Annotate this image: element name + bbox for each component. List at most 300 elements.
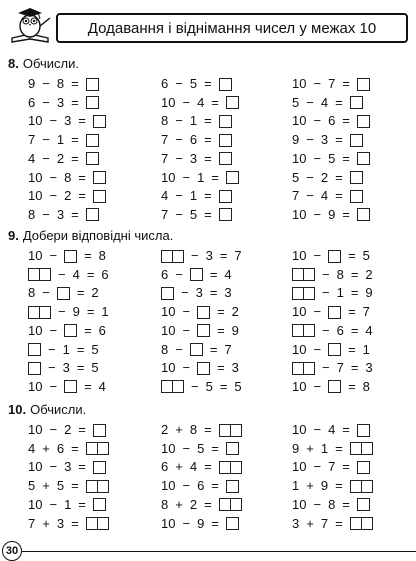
number: 3 bbox=[56, 206, 65, 222]
number: 5 bbox=[234, 378, 242, 394]
equation-row bbox=[28, 170, 106, 186]
operator: − bbox=[175, 132, 183, 148]
number: 8 bbox=[98, 248, 106, 263]
operator: − bbox=[49, 169, 58, 185]
answer-box-two-digit[interactable] bbox=[292, 362, 315, 375]
operator: − bbox=[322, 322, 330, 338]
number: 10 bbox=[28, 248, 43, 263]
operator: = bbox=[348, 378, 356, 394]
equation-row bbox=[161, 132, 232, 148]
operator: − bbox=[42, 132, 50, 148]
number: 10 bbox=[28, 169, 43, 185]
answer-box[interactable] bbox=[86, 152, 99, 165]
answer-box-two-digit[interactable] bbox=[219, 461, 242, 474]
number: 10 bbox=[292, 248, 307, 263]
equation-row bbox=[28, 459, 106, 475]
number: 1 bbox=[56, 132, 65, 148]
operator: = bbox=[335, 440, 343, 456]
number: 3 bbox=[224, 285, 232, 301]
number: 4 bbox=[365, 322, 373, 338]
operator: − bbox=[182, 515, 191, 531]
operator: − bbox=[313, 341, 322, 357]
number: 10 bbox=[28, 378, 43, 394]
answer-box[interactable] bbox=[357, 78, 370, 91]
equation-row bbox=[161, 76, 232, 92]
number: 7 bbox=[161, 132, 169, 148]
number: 4 bbox=[320, 188, 329, 204]
answer-box[interactable] bbox=[357, 424, 370, 437]
answer-box[interactable] bbox=[219, 152, 232, 165]
operator: − bbox=[313, 76, 322, 91]
answer-box[interactable] bbox=[93, 461, 106, 474]
answer-box[interactable] bbox=[357, 461, 370, 474]
operator: − bbox=[48, 360, 56, 376]
operator: = bbox=[204, 459, 212, 475]
equation-row bbox=[292, 113, 370, 129]
answer-box[interactable] bbox=[328, 343, 341, 356]
equation-row bbox=[292, 76, 370, 92]
answer-box[interactable] bbox=[357, 115, 370, 128]
operator: − bbox=[175, 150, 183, 166]
number: 7 bbox=[28, 515, 36, 531]
number: 10 bbox=[292, 113, 307, 129]
number: 10 bbox=[292, 422, 307, 437]
number: 3 bbox=[189, 150, 198, 166]
answer-box[interactable] bbox=[197, 324, 210, 337]
operator: + bbox=[42, 478, 50, 494]
answer-box-two-digit[interactable] bbox=[292, 268, 315, 281]
number: 2 bbox=[365, 266, 373, 282]
number: 3 bbox=[365, 360, 373, 376]
answer-box-two-digit[interactable] bbox=[161, 250, 184, 263]
equation-row bbox=[292, 497, 370, 513]
operator: = bbox=[342, 150, 350, 166]
number: 10 bbox=[28, 496, 43, 512]
operator: − bbox=[322, 266, 330, 282]
number: 3 bbox=[320, 132, 329, 148]
answer-box[interactable] bbox=[357, 498, 370, 511]
equation-row bbox=[28, 422, 106, 438]
operator: − bbox=[313, 113, 322, 129]
exercise-number: 9. bbox=[8, 228, 19, 243]
equation-row bbox=[161, 95, 239, 111]
operator: − bbox=[313, 378, 322, 394]
operator: − bbox=[306, 188, 314, 204]
equation-row bbox=[161, 113, 232, 129]
number: 10 bbox=[161, 169, 176, 185]
answer-box-two-digit[interactable] bbox=[292, 324, 315, 337]
answer-box-two-digit[interactable] bbox=[161, 380, 184, 393]
operator: = bbox=[204, 150, 212, 166]
operator: − bbox=[313, 206, 322, 222]
number: 2 bbox=[56, 150, 65, 166]
number: 7 bbox=[224, 341, 232, 357]
number: 8 bbox=[161, 113, 169, 129]
number: 10 bbox=[292, 76, 307, 91]
number: 6 bbox=[161, 266, 169, 282]
number: 1 bbox=[189, 113, 198, 129]
equation-row bbox=[292, 342, 370, 358]
number: 5 bbox=[292, 169, 300, 185]
operator: = bbox=[350, 360, 359, 376]
number: 10 bbox=[292, 496, 307, 512]
exercise-heading bbox=[8, 228, 173, 243]
page-header bbox=[8, 4, 408, 46]
number: 6 bbox=[161, 76, 169, 91]
answer-box[interactable] bbox=[86, 134, 99, 147]
number: 8 bbox=[64, 169, 72, 185]
equation-row bbox=[161, 478, 239, 494]
number: 1 bbox=[292, 478, 300, 494]
number: 8 bbox=[161, 341, 169, 357]
operator: − bbox=[306, 169, 314, 185]
operator: = bbox=[342, 496, 350, 512]
operator: = bbox=[211, 515, 219, 531]
equation-row bbox=[28, 188, 106, 204]
number: 8 bbox=[189, 422, 198, 437]
operator: = bbox=[204, 113, 212, 129]
answer-box-two-digit[interactable] bbox=[350, 442, 373, 455]
answer-box[interactable] bbox=[93, 424, 106, 437]
equation-row bbox=[28, 323, 106, 339]
operator: − bbox=[313, 304, 322, 320]
operator: = bbox=[86, 304, 95, 320]
answer-box[interactable] bbox=[357, 152, 370, 165]
operator: = bbox=[217, 304, 225, 320]
operator: − bbox=[322, 360, 330, 376]
operator: = bbox=[350, 322, 359, 338]
equation-row bbox=[161, 422, 242, 438]
operator: − bbox=[49, 459, 58, 475]
operator: + bbox=[175, 422, 183, 437]
number: 3 bbox=[231, 360, 239, 376]
equation-row bbox=[292, 516, 373, 532]
equation-row bbox=[292, 248, 370, 264]
answer-box[interactable] bbox=[190, 343, 203, 356]
answer-box-two-digit[interactable] bbox=[219, 424, 242, 437]
number: 9 bbox=[72, 304, 80, 320]
equation-row bbox=[161, 497, 242, 513]
number: 10 bbox=[28, 422, 43, 437]
number: 9 bbox=[328, 206, 336, 222]
operator: = bbox=[348, 248, 356, 263]
operator: + bbox=[306, 478, 314, 494]
answer-box[interactable] bbox=[219, 208, 232, 221]
answer-box-two-digit[interactable] bbox=[219, 498, 242, 511]
answer-box[interactable] bbox=[57, 287, 70, 300]
operator: = bbox=[350, 285, 359, 301]
operator: − bbox=[313, 496, 322, 512]
operator: = bbox=[78, 113, 86, 129]
operator: − bbox=[42, 285, 50, 301]
operator: − bbox=[49, 378, 58, 394]
operator: = bbox=[335, 478, 343, 494]
footer-rule bbox=[22, 551, 416, 552]
number: 7 bbox=[320, 515, 329, 531]
number: 5 bbox=[292, 94, 300, 110]
equation-row bbox=[28, 95, 99, 111]
number: 4 bbox=[98, 378, 106, 394]
number: 10 bbox=[161, 478, 176, 494]
number: 7 bbox=[328, 76, 336, 91]
operator: − bbox=[58, 304, 66, 320]
number: 6 bbox=[197, 478, 205, 494]
equation-row bbox=[161, 285, 232, 301]
answer-box[interactable] bbox=[350, 134, 363, 147]
owl-teacher-icon bbox=[8, 4, 60, 48]
operator: = bbox=[204, 422, 212, 437]
number: 8 bbox=[56, 76, 65, 91]
number: 1 bbox=[64, 496, 72, 512]
answer-box[interactable] bbox=[190, 268, 203, 281]
number: 10 bbox=[161, 304, 176, 320]
exercise-instruction: Добери відповідні числа. bbox=[22, 228, 174, 243]
equation-row bbox=[161, 304, 239, 320]
number: 6 bbox=[336, 322, 344, 338]
equation-row bbox=[161, 170, 239, 186]
operator: − bbox=[182, 169, 191, 185]
answer-box[interactable] bbox=[64, 250, 77, 263]
number: 10 bbox=[28, 322, 43, 338]
operator: = bbox=[348, 341, 356, 357]
equation-row bbox=[28, 285, 99, 301]
number: 3 bbox=[56, 94, 65, 110]
number: 5 bbox=[91, 341, 99, 357]
operator: = bbox=[71, 76, 79, 91]
operator: − bbox=[49, 188, 58, 204]
equation-row bbox=[28, 342, 99, 358]
number: 9 bbox=[197, 515, 205, 531]
number: 4 bbox=[28, 150, 36, 166]
number: 2 bbox=[91, 285, 99, 301]
number: 2 bbox=[161, 422, 169, 437]
operator: − bbox=[42, 206, 50, 222]
operator: = bbox=[335, 515, 343, 531]
operator: − bbox=[182, 360, 191, 376]
answer-box[interactable] bbox=[86, 208, 99, 221]
answer-box[interactable] bbox=[328, 380, 341, 393]
operator: − bbox=[175, 206, 183, 222]
operator: = bbox=[84, 248, 92, 263]
operator: − bbox=[49, 248, 58, 263]
operator: − bbox=[313, 459, 322, 475]
answer-box[interactable] bbox=[226, 480, 239, 493]
number: 5 bbox=[28, 478, 36, 494]
number: 6 bbox=[161, 459, 169, 475]
number: 5 bbox=[56, 478, 65, 494]
equation-row bbox=[161, 323, 239, 339]
answer-box[interactable] bbox=[226, 442, 239, 455]
equation-row bbox=[28, 113, 106, 129]
answer-box[interactable] bbox=[93, 190, 106, 203]
number: 3 bbox=[64, 113, 72, 129]
operator: = bbox=[342, 459, 350, 475]
equation-row bbox=[28, 516, 109, 532]
equation-row bbox=[292, 132, 363, 148]
answer-box[interactable] bbox=[86, 96, 99, 109]
number: 1 bbox=[320, 440, 329, 456]
equation-row bbox=[28, 207, 99, 223]
operator: = bbox=[211, 169, 219, 185]
answer-box[interactable] bbox=[197, 362, 210, 375]
answer-box-two-digit[interactable] bbox=[86, 517, 109, 530]
equation-row bbox=[28, 497, 106, 513]
number: 2 bbox=[231, 304, 239, 320]
exercise-heading bbox=[8, 56, 79, 71]
equation-row bbox=[161, 207, 232, 223]
answer-box[interactable] bbox=[219, 115, 232, 128]
number: 1 bbox=[197, 169, 205, 185]
operator: + bbox=[306, 515, 314, 531]
operator: − bbox=[313, 150, 322, 166]
equation-row bbox=[292, 151, 370, 167]
answer-box[interactable] bbox=[219, 78, 232, 91]
equation-row bbox=[28, 76, 99, 92]
equation-row bbox=[292, 188, 363, 204]
answer-box[interactable] bbox=[93, 498, 106, 511]
number: 10 bbox=[292, 459, 307, 475]
number: 6 bbox=[189, 132, 198, 148]
answer-box-two-digit[interactable] bbox=[350, 480, 373, 493]
answer-box[interactable] bbox=[226, 517, 239, 530]
answer-box[interactable] bbox=[350, 171, 363, 184]
number: 6 bbox=[101, 266, 109, 282]
operator: − bbox=[191, 378, 199, 394]
number: 5 bbox=[189, 76, 198, 91]
answer-box[interactable] bbox=[226, 96, 239, 109]
number: 2 bbox=[64, 422, 72, 437]
answer-box[interactable] bbox=[197, 306, 210, 319]
operator: = bbox=[204, 188, 212, 204]
operator: = bbox=[335, 94, 343, 110]
equation-row bbox=[292, 323, 373, 339]
answer-box[interactable] bbox=[328, 250, 341, 263]
equation-row bbox=[161, 267, 232, 283]
operator: + bbox=[175, 459, 183, 475]
answer-box[interactable] bbox=[86, 78, 99, 91]
operator: − bbox=[42, 76, 50, 91]
equation-row bbox=[28, 478, 109, 494]
operator: + bbox=[42, 515, 50, 531]
operator: = bbox=[204, 132, 212, 148]
operator: − bbox=[175, 188, 183, 204]
number: 10 bbox=[161, 360, 176, 376]
operator: − bbox=[48, 341, 56, 357]
equation-row bbox=[161, 188, 232, 204]
answer-box[interactable] bbox=[219, 134, 232, 147]
operator: = bbox=[78, 188, 86, 204]
operator: − bbox=[306, 94, 314, 110]
number: 10 bbox=[161, 94, 176, 110]
answer-box[interactable] bbox=[93, 115, 106, 128]
operator: − bbox=[42, 94, 50, 110]
equation-row bbox=[292, 478, 373, 494]
operator: = bbox=[71, 515, 79, 531]
operator: = bbox=[211, 440, 219, 456]
answer-box[interactable] bbox=[64, 324, 77, 337]
equation-row bbox=[292, 95, 363, 111]
answer-box[interactable] bbox=[93, 171, 106, 184]
answer-box[interactable] bbox=[28, 362, 41, 375]
answer-box[interactable] bbox=[350, 96, 363, 109]
number: 9 bbox=[320, 478, 329, 494]
operator: + bbox=[175, 496, 183, 512]
number: 4 bbox=[28, 440, 36, 456]
number: 9 bbox=[231, 322, 239, 338]
exercise-instruction: Обчисли. bbox=[22, 56, 79, 71]
number: 8 bbox=[161, 496, 169, 512]
equation-row bbox=[161, 441, 239, 457]
answer-box-two-digit[interactable] bbox=[86, 442, 109, 455]
equation-row bbox=[292, 304, 370, 320]
number: 3 bbox=[62, 360, 70, 376]
operator: − bbox=[175, 76, 183, 91]
answer-box[interactable] bbox=[28, 343, 41, 356]
operator: − bbox=[58, 266, 66, 282]
number: 7 bbox=[292, 188, 300, 204]
operator: + bbox=[306, 440, 314, 456]
number: 2 bbox=[64, 188, 72, 204]
operator: − bbox=[313, 248, 322, 263]
answer-box-two-digit[interactable] bbox=[350, 517, 373, 530]
number: 10 bbox=[292, 341, 307, 357]
number: 8 bbox=[336, 266, 344, 282]
equation-row bbox=[28, 248, 106, 264]
operator: = bbox=[76, 285, 85, 301]
answer-box[interactable] bbox=[357, 208, 370, 221]
answer-box-two-digit[interactable] bbox=[86, 480, 109, 493]
answer-box[interactable] bbox=[161, 287, 174, 300]
number: 9 bbox=[365, 285, 373, 301]
operator: − bbox=[175, 341, 183, 357]
equation-row bbox=[161, 342, 232, 358]
operator: − bbox=[191, 248, 199, 263]
number: 10 bbox=[28, 188, 43, 204]
operator: − bbox=[182, 304, 191, 320]
answer-box-two-digit[interactable] bbox=[292, 287, 315, 300]
number: 5 bbox=[205, 378, 213, 394]
operator: = bbox=[211, 94, 219, 110]
answer-box[interactable] bbox=[64, 380, 77, 393]
number: 10 bbox=[28, 113, 43, 129]
answer-box-two-digit[interactable] bbox=[28, 306, 51, 319]
number: 4 bbox=[197, 94, 205, 110]
number: 7 bbox=[328, 459, 336, 475]
equation-row bbox=[292, 360, 373, 376]
operator: − bbox=[182, 478, 191, 494]
number: 1 bbox=[362, 341, 370, 357]
operator: = bbox=[217, 360, 225, 376]
answer-box-two-digit[interactable] bbox=[28, 268, 51, 281]
answer-box[interactable] bbox=[219, 190, 232, 203]
operator: = bbox=[204, 76, 212, 91]
number: 2 bbox=[189, 496, 198, 512]
number: 4 bbox=[72, 266, 80, 282]
answer-box[interactable] bbox=[226, 171, 239, 184]
operator: = bbox=[342, 206, 350, 222]
operator: − bbox=[42, 150, 50, 166]
operator: = bbox=[84, 322, 92, 338]
equation-row bbox=[161, 379, 242, 395]
equation-row bbox=[292, 422, 370, 438]
equation-row bbox=[161, 516, 239, 532]
equation-row bbox=[28, 379, 106, 395]
answer-box[interactable] bbox=[350, 190, 363, 203]
number: 7 bbox=[336, 360, 344, 376]
operator: − bbox=[49, 113, 58, 129]
number: 10 bbox=[292, 304, 307, 320]
answer-box[interactable] bbox=[328, 306, 341, 319]
